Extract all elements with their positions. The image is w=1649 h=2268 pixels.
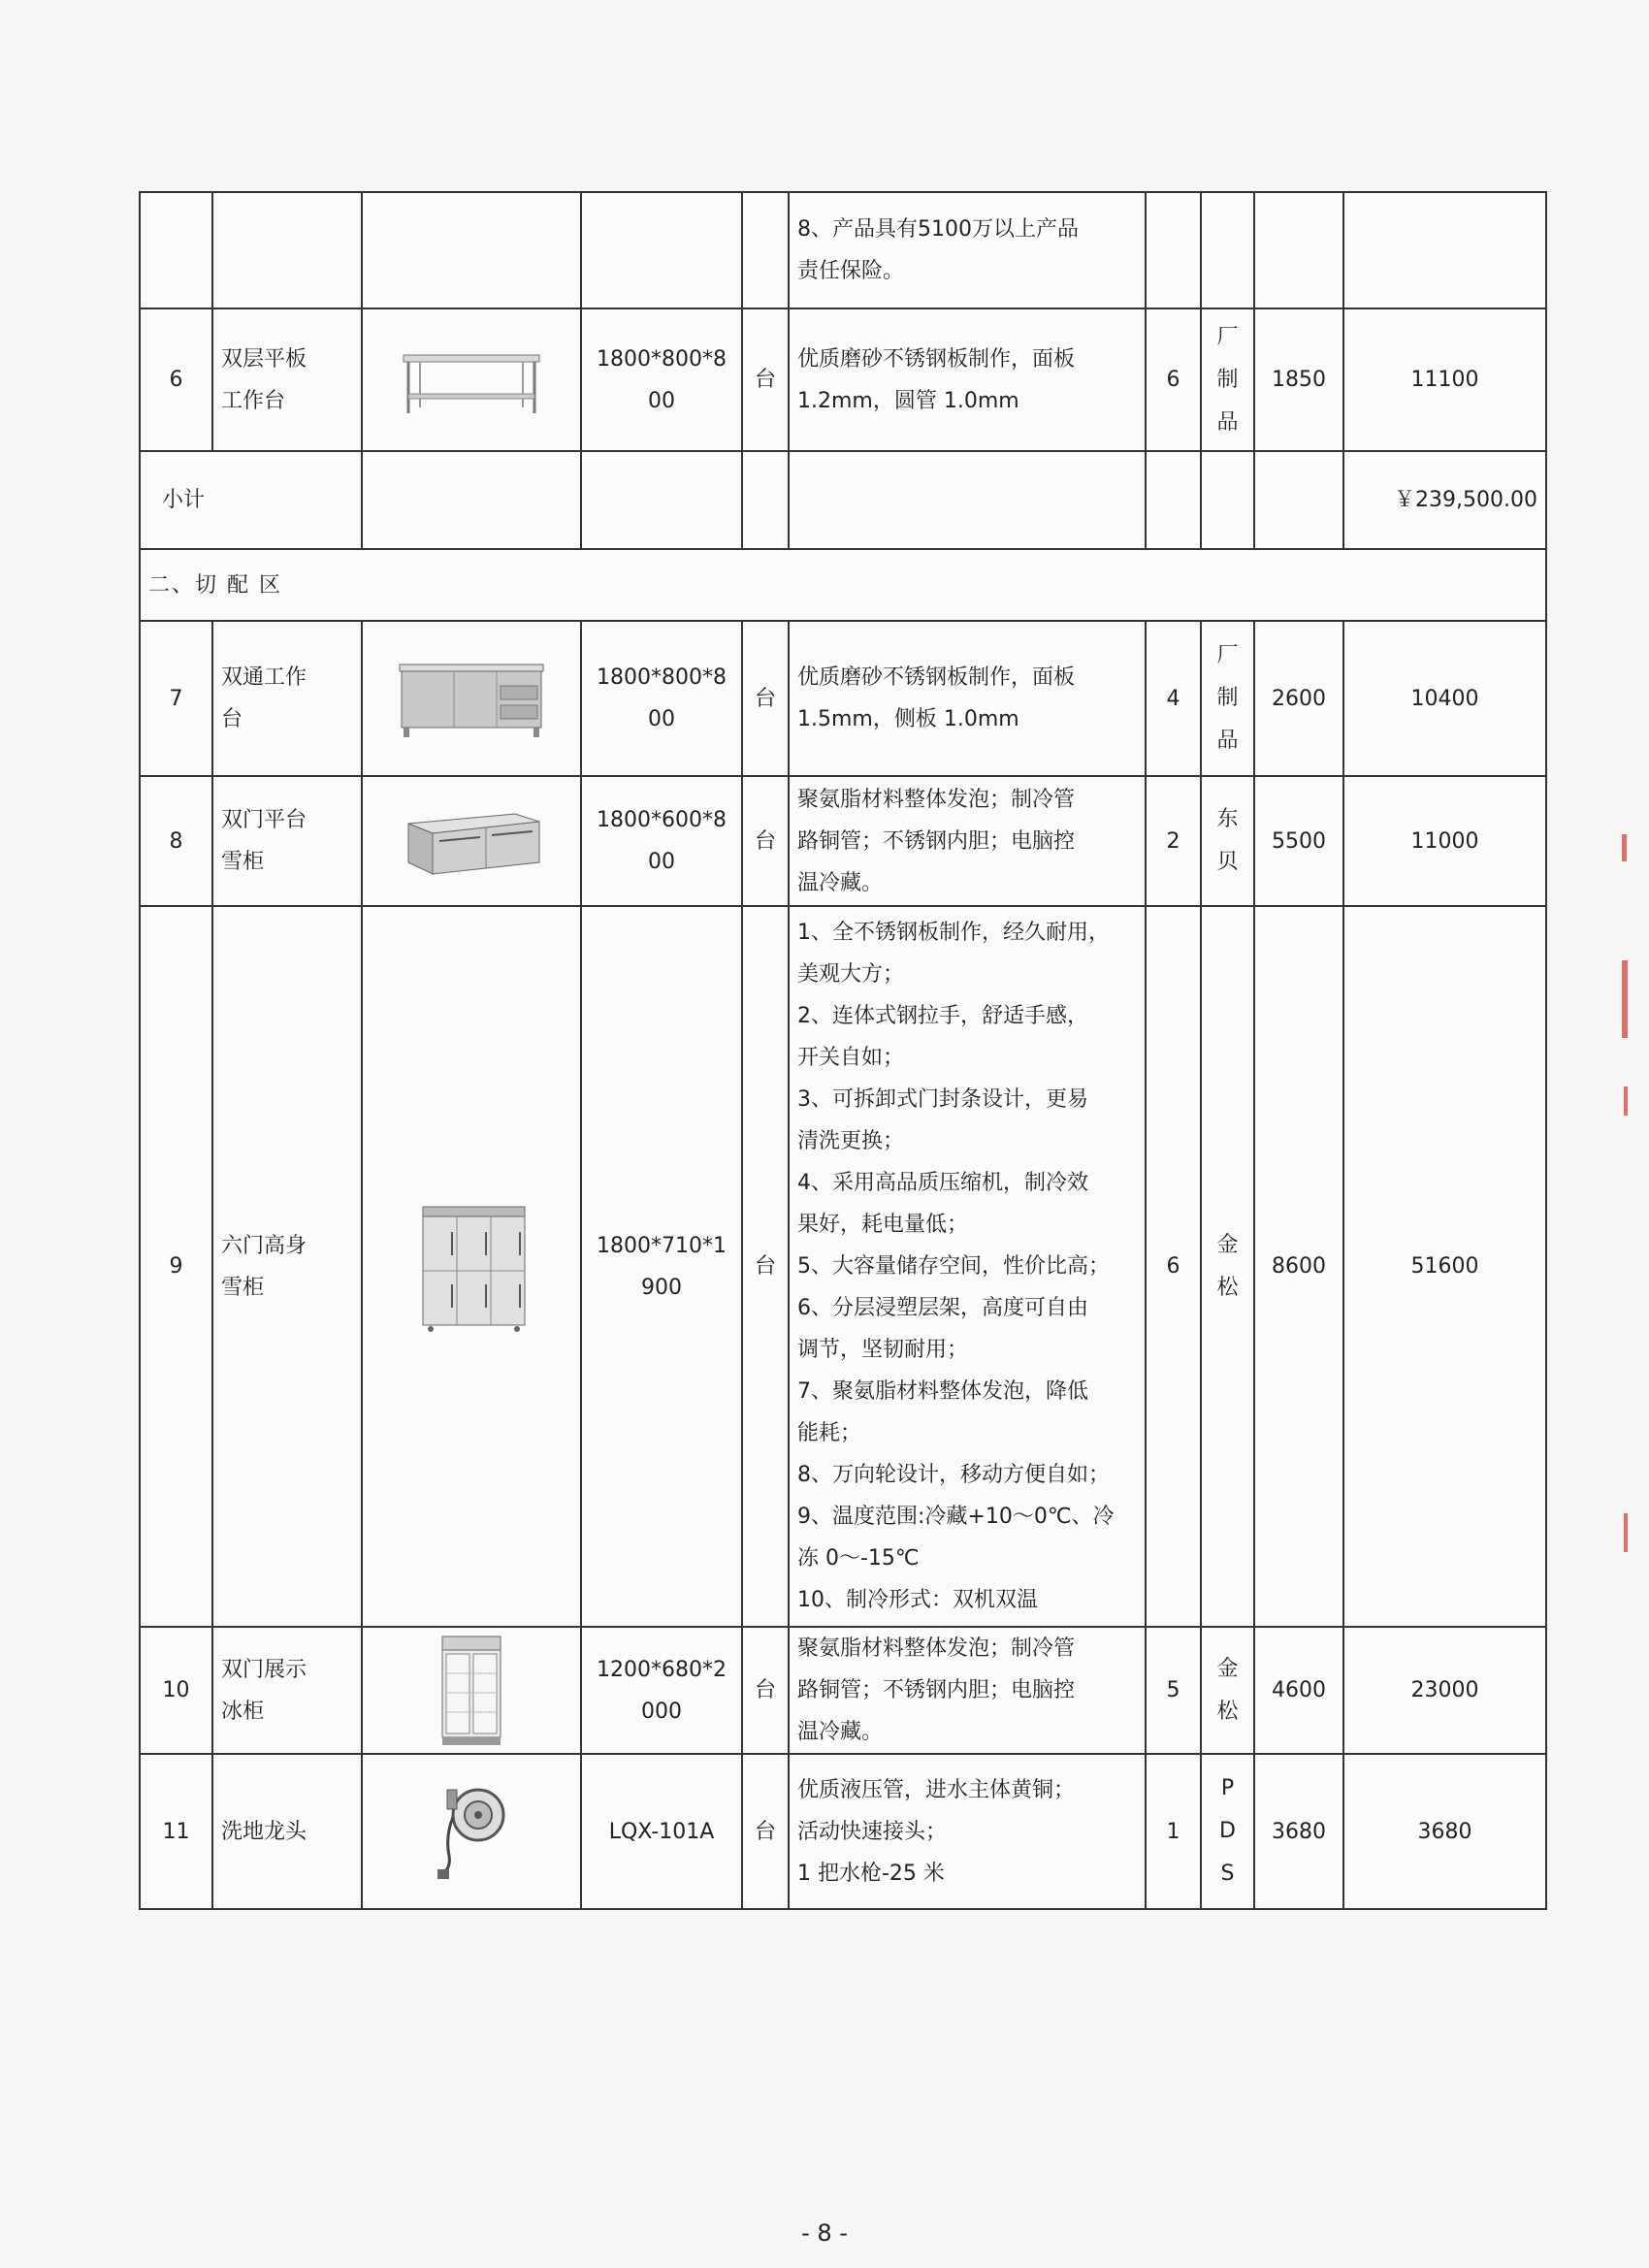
desc-cell bbox=[789, 308, 1146, 451]
desc-line: 开关自如； bbox=[797, 1046, 905, 1070]
desc-cell bbox=[789, 621, 1146, 776]
brand-cell bbox=[1201, 1754, 1254, 1909]
subtotal-row bbox=[140, 451, 1546, 549]
desc-line: 6、分层浸塑层架，高度可自由 bbox=[797, 1296, 1088, 1320]
name-line: 雪柜 bbox=[221, 850, 265, 874]
brand-text: 东贝 bbox=[1216, 807, 1239, 874]
equipment-table bbox=[139, 191, 1547, 1910]
name-line: 双层平板 bbox=[221, 346, 307, 372]
desc-line: 温冷藏。 bbox=[797, 870, 884, 895]
brand-cell bbox=[1201, 192, 1254, 308]
no-cell: 8 bbox=[140, 776, 212, 906]
unit-cell: 台 bbox=[742, 1754, 789, 1909]
subtotal-value: ￥239,500.00 bbox=[1343, 451, 1546, 549]
spec-line: 900 bbox=[641, 1275, 682, 1300]
spec-line: 000 bbox=[641, 1699, 682, 1724]
name-cell bbox=[212, 1754, 362, 1909]
desc-line: 活动快速接头； bbox=[797, 1819, 948, 1844]
spec-cell bbox=[581, 192, 742, 308]
brand-text: 厂制品 bbox=[1216, 324, 1239, 435]
unit-cell bbox=[742, 192, 789, 308]
unit-cell: 台 bbox=[742, 621, 789, 776]
no-cell: 11 bbox=[140, 1754, 212, 1909]
name-line: 冰柜 bbox=[221, 1699, 265, 1724]
desc-line: 8、产品具有5100万以上产品 bbox=[797, 217, 1079, 242]
desc-line: 果好，耗电量低； bbox=[797, 1213, 969, 1237]
name-line: 双通工作 bbox=[221, 665, 307, 690]
display-fridge-icon bbox=[433, 1633, 510, 1749]
price-cell: 4600 bbox=[1254, 1627, 1343, 1754]
table-row bbox=[140, 1754, 1546, 1909]
unit-cell: 台 bbox=[742, 308, 789, 451]
qty-cell: 6 bbox=[1146, 906, 1201, 1627]
desc-line: 路铜管；不锈钢内胆；电脑控 bbox=[797, 828, 1076, 854]
section-heading: 二、切 配 区 bbox=[140, 549, 1546, 621]
total-cell: 10400 bbox=[1343, 621, 1546, 776]
desc-cell bbox=[789, 776, 1146, 906]
desc-line: 7、聚氨脂材料整体发泡，降低 bbox=[797, 1379, 1088, 1404]
unit-cell: 台 bbox=[742, 1627, 789, 1754]
desc-line: 10、制冷形式：双机双温 bbox=[797, 1588, 1038, 1612]
name-line: 六门高身 bbox=[221, 1233, 307, 1258]
desc-line: 优质磨砂不锈钢板制作，面板 bbox=[797, 665, 1076, 690]
image-cell bbox=[362, 776, 581, 906]
desc-cell bbox=[789, 906, 1146, 1627]
desc-line: 4、采用高品质压缩机，制冷效 bbox=[797, 1171, 1088, 1195]
image-cell bbox=[362, 451, 581, 549]
spec-line: 1200*680*2 bbox=[597, 1657, 727, 1682]
brand-text: 厂制品 bbox=[1216, 643, 1239, 753]
spec-line: 00 bbox=[648, 850, 675, 874]
spec-line: LQX-101A bbox=[608, 1819, 715, 1844]
total-cell bbox=[1343, 192, 1546, 308]
price-cell: 2600 bbox=[1254, 621, 1343, 776]
spec-cell bbox=[581, 1627, 742, 1754]
spec-cell bbox=[581, 1754, 742, 1909]
desc-line: 路铜管；不锈钢内胆；电脑控 bbox=[797, 1678, 1076, 1702]
no-cell: 6 bbox=[140, 308, 212, 451]
desc-line: 1.2mm，圆管 1.0mm bbox=[797, 388, 1019, 413]
image-cell bbox=[362, 621, 581, 776]
desc-line: 优质磨砂不锈钢板制作，面板 bbox=[797, 346, 1076, 372]
scan-edge-mark bbox=[1624, 1086, 1628, 1116]
unit-cell: 台 bbox=[742, 776, 789, 906]
brand-text: PDS bbox=[1219, 1776, 1236, 1886]
image-cell bbox=[362, 1754, 581, 1909]
total-cell: 11100 bbox=[1343, 308, 1546, 451]
brand-cell bbox=[1201, 1627, 1254, 1754]
cabinet-worktable-icon bbox=[394, 655, 549, 742]
double-layer-worktable-icon bbox=[399, 341, 544, 419]
image-cell bbox=[362, 1627, 581, 1754]
desc-line: 聚氨脂材料整体发泡；制冷管 bbox=[797, 787, 1076, 812]
table-row bbox=[140, 192, 1546, 308]
desc-line: 清洗更换； bbox=[797, 1129, 905, 1153]
desc-line: 8、万向轮设计，移动方便自如； bbox=[797, 1463, 1110, 1487]
name-cell bbox=[212, 776, 362, 906]
brand-cell bbox=[1201, 451, 1254, 549]
spec-cell bbox=[581, 906, 742, 1627]
brand-cell bbox=[1201, 621, 1254, 776]
desc-cell bbox=[789, 1627, 1146, 1754]
spec-cell bbox=[581, 776, 742, 906]
desc-line: 3、可拆卸式门封条设计，更易 bbox=[797, 1087, 1088, 1112]
qty-cell bbox=[1146, 451, 1201, 549]
price-cell: 8600 bbox=[1254, 906, 1343, 1627]
spec-line: 1800*800*8 bbox=[597, 665, 727, 690]
subtotal-label: 小计 bbox=[140, 451, 362, 549]
spec-line: 00 bbox=[648, 707, 675, 731]
desc-line: 1 把水枪-25 米 bbox=[797, 1861, 945, 1886]
desc-line: 责任保险。 bbox=[797, 259, 905, 283]
desc-cell bbox=[789, 451, 1146, 549]
table-row bbox=[140, 621, 1546, 776]
spec-cell bbox=[581, 308, 742, 451]
no-cell: 10 bbox=[140, 1627, 212, 1754]
qty-cell: 6 bbox=[1146, 308, 1201, 451]
no-cell: 7 bbox=[140, 621, 212, 776]
qty-cell: 2 bbox=[1146, 776, 1201, 906]
desc-line: 冻 0～-15℃ bbox=[797, 1546, 920, 1571]
name-cell bbox=[212, 192, 362, 308]
name-line: 工作台 bbox=[221, 388, 286, 413]
brand-cell bbox=[1201, 776, 1254, 906]
unit-cell bbox=[742, 451, 789, 549]
scan-edge-mark bbox=[1622, 960, 1628, 1038]
name-line: 双门平台 bbox=[221, 808, 307, 832]
desc-line: 1、全不锈钢板制作，经久耐用， bbox=[797, 921, 1110, 945]
name-line: 双门展示 bbox=[221, 1657, 307, 1682]
spec-line: 00 bbox=[648, 388, 675, 413]
six-door-fridge-icon bbox=[404, 1199, 539, 1335]
no-cell: 9 bbox=[140, 906, 212, 1627]
brand-cell bbox=[1201, 906, 1254, 1627]
table-row bbox=[140, 1627, 1546, 1754]
desc-line: 1.5mm，侧板 1.0mm bbox=[797, 707, 1019, 731]
desc-line: 优质液压管，进水主体黄铜； bbox=[797, 1777, 1076, 1802]
spec-line: 1800*710*1 bbox=[597, 1233, 727, 1258]
desc-line: 温冷藏。 bbox=[797, 1720, 884, 1744]
spec-line: 1800*600*8 bbox=[597, 808, 727, 832]
unit-cell: 台 bbox=[742, 906, 789, 1627]
total-cell: 51600 bbox=[1343, 906, 1546, 1627]
qty-cell: 4 bbox=[1146, 621, 1201, 776]
name-cell bbox=[212, 308, 362, 451]
no-cell bbox=[140, 192, 212, 308]
name-cell bbox=[212, 1627, 362, 1754]
desc-line: 能耗； bbox=[797, 1421, 862, 1445]
scan-edge-mark bbox=[1622, 834, 1627, 861]
spec-line: 1800*800*8 bbox=[597, 346, 727, 372]
counter-fridge-icon bbox=[399, 802, 544, 880]
total-cell: 23000 bbox=[1343, 1627, 1546, 1754]
price-cell bbox=[1254, 192, 1343, 308]
price-cell: 3680 bbox=[1254, 1754, 1343, 1909]
brand-text: 金松 bbox=[1216, 1232, 1239, 1300]
total-cell: 11000 bbox=[1343, 776, 1546, 906]
qty-cell: 5 bbox=[1146, 1627, 1201, 1754]
desc-cell bbox=[789, 192, 1146, 308]
name-line: 洗地龙头 bbox=[221, 1819, 307, 1844]
price-cell: 5500 bbox=[1254, 776, 1343, 906]
total-cell: 3680 bbox=[1343, 1754, 1546, 1909]
price-cell: 1850 bbox=[1254, 308, 1343, 451]
name-cell bbox=[212, 906, 362, 1627]
hose-reel-icon bbox=[418, 1778, 525, 1885]
image-cell bbox=[362, 308, 581, 451]
image-cell bbox=[362, 906, 581, 1627]
scan-edge-mark bbox=[1624, 1513, 1628, 1552]
section-row bbox=[140, 549, 1546, 621]
desc-line: 5、大容量储存空间，性价比高； bbox=[797, 1254, 1110, 1279]
name-line: 雪柜 bbox=[221, 1275, 265, 1300]
qty-cell: 1 bbox=[1146, 1754, 1201, 1909]
table-row bbox=[140, 906, 1546, 1627]
desc-line: 2、连体式钢拉手，舒适手感， bbox=[797, 1004, 1088, 1028]
name-line: 台 bbox=[221, 707, 243, 731]
table-row bbox=[140, 308, 1546, 451]
desc-line: 聚氨脂材料整体发泡；制冷管 bbox=[797, 1636, 1076, 1661]
desc-line: 9、温度范围:冷藏+10～0℃、冷 bbox=[797, 1505, 1115, 1529]
image-cell bbox=[362, 192, 581, 308]
brand-cell bbox=[1201, 308, 1254, 451]
qty-cell bbox=[1146, 192, 1201, 308]
spec-cell bbox=[581, 451, 742, 549]
desc-line: 调节，坚韧耐用； bbox=[797, 1338, 969, 1362]
price-cell bbox=[1254, 451, 1343, 549]
table-row bbox=[140, 776, 1546, 906]
desc-line: 美观大方； bbox=[797, 962, 905, 987]
brand-text: 金松 bbox=[1216, 1656, 1239, 1724]
desc-cell bbox=[789, 1754, 1146, 1909]
page-number: - 8 - bbox=[801, 2219, 848, 2247]
spec-cell bbox=[581, 621, 742, 776]
name-cell bbox=[212, 621, 362, 776]
